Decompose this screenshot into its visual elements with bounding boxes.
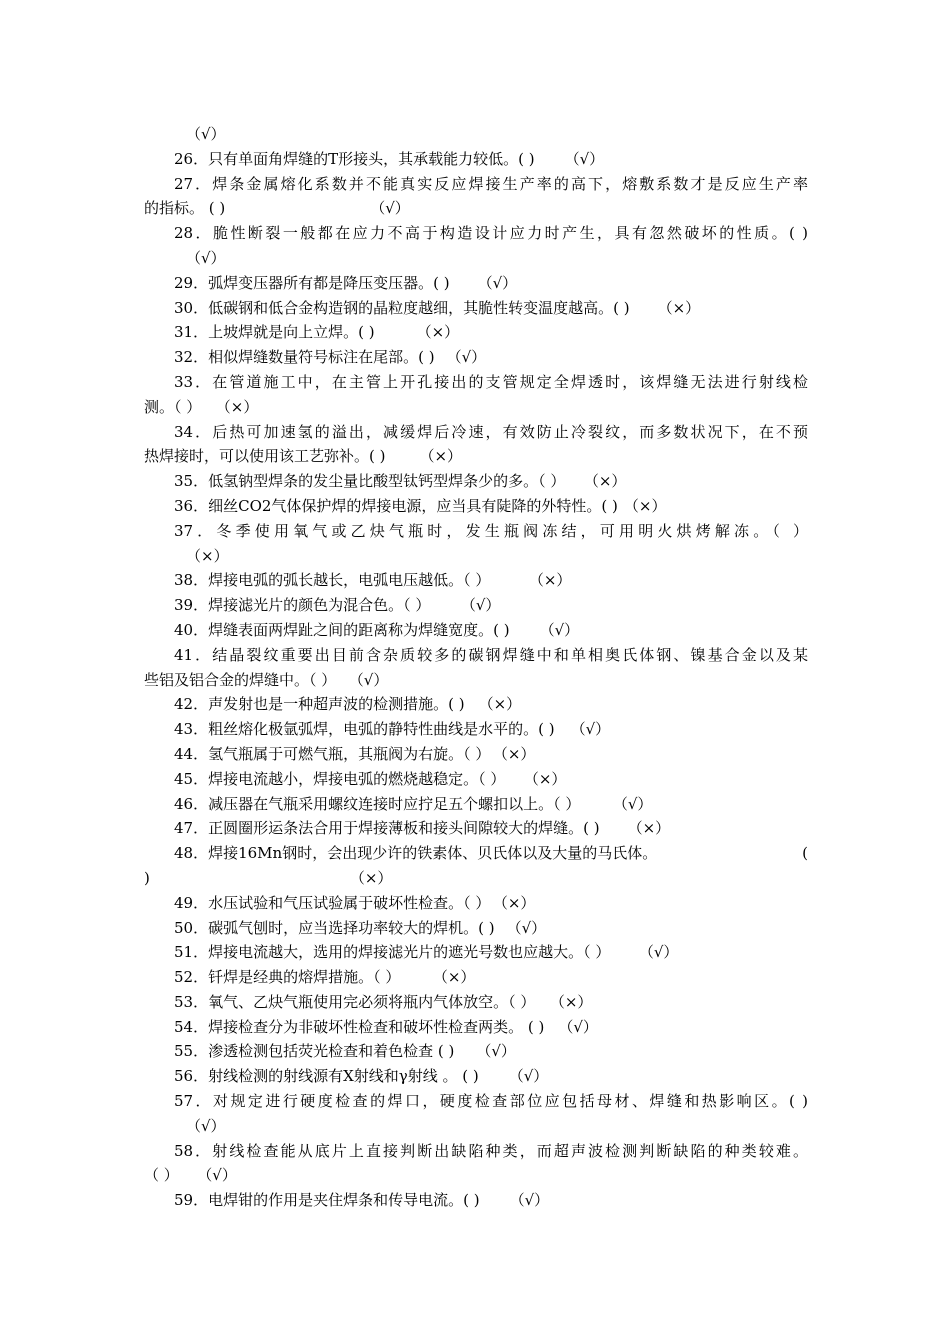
question-text: 54．焊接检查分为非破坏性检查和破坏性检查两类。 ( ) — [174, 1017, 545, 1036]
question-46 — [144, 792, 808, 817]
question-text: 38．焊接电弧的弧长越长，电弧电压越低。（ ） — [174, 571, 491, 590]
question-text: 44．氢气瓶属于可燃气瓶，其瓶阀为右旋。（ ） — [174, 744, 491, 763]
answer-mark: （√） — [356, 670, 389, 689]
answer-mark: （√） — [558, 1017, 598, 1036]
question-text: 39．焊接滤光片的颜色为混合色。（ ） — [174, 596, 431, 615]
answer-mark: （×） — [478, 695, 522, 714]
question-text: 49．水压试验和气压试验属于破坏性检查。（ ） — [174, 893, 491, 912]
question-text: 28．脆性断裂一般都在应力不高于构造设计应力时产生，具有忽然破坏的性质。( ) — [174, 224, 808, 243]
question-text: 50．碳弧气刨时，应当选择功率较大的焊机。( ) — [174, 918, 495, 937]
question-51 — [144, 940, 808, 965]
answer-mark: （×） — [500, 744, 536, 763]
question-30 — [144, 296, 808, 321]
question-37 — [144, 519, 808, 544]
answer-mark: （×） — [657, 298, 701, 317]
question-27 — [144, 172, 808, 197]
question-37-answer — [144, 544, 808, 569]
question-text: 46．减压器在气瓶采用螺纹连接时应拧足五个螺扣以上。（ ） — [174, 794, 581, 813]
lead-answer — [144, 122, 808, 147]
question-34 — [144, 420, 808, 445]
question-text: 32．相似焊缝数量符号标注在尾部。( ) — [174, 348, 435, 367]
question-58 — [144, 1139, 808, 1164]
question-text: 27．焊条金属熔化系数并不能真实反应焊接生产率的高下，熔敷系数才是反应生产率 — [174, 174, 808, 193]
question-40 — [144, 618, 808, 643]
question-53 — [144, 990, 808, 1015]
answer-mark: （×） — [419, 447, 463, 466]
question-28 — [144, 221, 808, 246]
question-text: 51．焊接电流越大，选用的焊接滤光片的遮光号数也应越大。（ ） — [174, 943, 611, 962]
answer-mark: （√） — [446, 348, 487, 367]
question-text: 40．焊缝表面两焊趾之间的距离称为焊缝宽度。( ) — [174, 620, 510, 639]
question-41 — [144, 643, 808, 668]
answer-mark: （√） — [508, 1067, 549, 1086]
question-49 — [144, 891, 808, 916]
question-paren: ( — [802, 844, 808, 863]
answer-mark: （×） — [536, 571, 572, 590]
answer-mark: （×） — [627, 819, 671, 838]
question-text: 33．在管道施工中，在主管上开孔接出的支管规定全焊透时，该焊缝无法进行射线检 — [174, 372, 808, 391]
answer-mark: （×） — [186, 546, 229, 565]
question-45 — [144, 767, 808, 792]
question-55 — [144, 1039, 808, 1064]
answer-mark: （×） — [500, 893, 536, 912]
answer-mark: （×） — [349, 868, 393, 887]
question-31 — [144, 320, 808, 345]
document-page — [144, 122, 808, 1213]
question-text: 热焊接时，可以使用该工艺弥补。( ) — [144, 447, 386, 466]
question-text: 58．射线检查能从底片上直接判断出缺陷种类，而超声波检测判断缺陷的种类较难。 — [174, 1141, 808, 1160]
question-text: 47．正圆圈形运条法合用于焊接薄板和接头间隙较大的焊缝。( ) — [174, 819, 600, 838]
question-text: 31．上坡焊就是向上立焊。( ) — [174, 323, 375, 342]
question-text: 29．弧焊变压器所有都是降压变压器。( ) — [174, 273, 450, 292]
question-41-cont — [144, 668, 808, 693]
answer-mark: （×） — [416, 323, 460, 342]
answer-mark: （√） — [564, 149, 605, 168]
question-text: 45．焊接电流越小，焊接电弧的燃烧越稳定。（ ） — [174, 769, 506, 788]
question-32 — [144, 345, 808, 370]
question-48 — [144, 841, 808, 866]
question-text: 57．对规定进行硬度检查的焊口，硬度检查部位应包括母材、焊缝和热影响区。( ) — [174, 1092, 808, 1111]
question-text: 42．声发射也是一种超声波的检测措施。( ) — [174, 695, 465, 714]
question-text: 56．射线检测的射线源有X射线和γ射线 。 ( ) — [174, 1067, 479, 1086]
question-29 — [144, 271, 808, 296]
question-38 — [144, 568, 808, 593]
question-47 — [144, 816, 808, 841]
answer-mark: （√） — [570, 720, 611, 739]
answer-mark: （√） — [476, 1042, 516, 1061]
question-text: 59．电焊钳的作用是夹住焊条和传导电流。( ) — [174, 1191, 480, 1210]
question-text: 30．低碳钢和低合金构造钢的晶粒度越细，其脆性转变温度越高。( ) — [174, 298, 630, 317]
question-34-cont — [144, 444, 808, 469]
question-57 — [144, 1089, 808, 1114]
question-56 — [144, 1064, 808, 1089]
answer-mark: （√） — [539, 620, 580, 639]
answer-mark: （×） — [623, 496, 667, 515]
answer-mark: （√） — [186, 125, 226, 143]
question-58-cont — [144, 1163, 808, 1188]
question-44 — [144, 742, 808, 767]
answer-mark: （√） — [477, 273, 518, 292]
answer-mark: （×） — [440, 968, 476, 987]
question-text: 26．只有单面角焊缝的T形接头，其承载能力较低。( ) — [174, 149, 535, 168]
question-50 — [144, 916, 808, 941]
answer-mark: （×） — [531, 769, 567, 788]
question-35 — [144, 469, 808, 494]
question-text: （ ） — [144, 1166, 179, 1185]
question-33 — [144, 370, 808, 395]
question-text: 36．细丝CO2气体保护焊的焊接电源，应当具有陡降的外特性。( ) — [174, 496, 618, 515]
question-33-cont — [144, 395, 808, 420]
question-28-answer — [144, 246, 808, 271]
question-text: 41．结晶裂纹重要出目前含杂质较多的碳钢焊缝中和单相奥氏体钢、镍基合金以及某 — [174, 645, 808, 664]
answer-mark: （√） — [468, 596, 501, 615]
answer-mark: （√） — [186, 248, 226, 267]
answer-mark: （√） — [509, 1191, 550, 1210]
question-text: 48．焊接16Mn钢时，会出现少许的铁素体、贝氏体以及大量的马氏体。 — [174, 844, 658, 863]
question-text: 55．渗透检测包括荧光检查和着色检查 ( ) — [174, 1042, 455, 1061]
answer-mark: （√） — [646, 943, 679, 962]
question-text: ) — [144, 868, 150, 887]
question-48-cont — [144, 866, 808, 891]
question-42 — [144, 692, 808, 717]
answer-mark: （√） — [506, 918, 547, 937]
question-26 — [144, 147, 808, 172]
question-39 — [144, 593, 808, 618]
question-59 — [144, 1188, 808, 1213]
question-27-cont — [144, 196, 808, 221]
question-text: 35．低氢钠型焊条的发尘量比酸型钛钙型焊条少的多。（ ） — [174, 472, 566, 491]
question-43 — [144, 717, 808, 742]
question-52 — [144, 965, 808, 990]
answer-mark: （×） — [591, 472, 627, 491]
question-36 — [144, 494, 808, 519]
answer-mark: （√） — [370, 199, 410, 218]
question-text: 52．钎焊是经典的熔焊措施。（ ） — [174, 968, 401, 987]
answer-mark: （×） — [223, 397, 259, 416]
question-text: 些铝及铝合金的焊缝中。（ ） — [144, 670, 337, 689]
question-text: 测。（ ） — [144, 397, 202, 416]
question-text: 53．氧气、乙炔气瓶使用完必须将瓶内气体放空。（ ） — [174, 992, 536, 1011]
answer-mark: （√） — [204, 1166, 237, 1185]
question-text: 37．冬季使用氧气或乙炔气瓶时，发生瓶阀冻结，可用明火烘烤解冻。（ ） — [174, 521, 808, 540]
question-text: 的指标。 ( ) — [144, 199, 226, 218]
answer-mark: （×） — [557, 992, 593, 1011]
question-54 — [144, 1015, 808, 1040]
answer-mark: （√） — [186, 1116, 226, 1135]
question-text: 34．后热可加速氢的溢出，减缓焊后冷速，有效防止冷裂纹，而多数状况下，在不预 — [174, 422, 808, 441]
answer-mark: （√） — [620, 794, 653, 813]
question-57-answer — [144, 1114, 808, 1139]
question-text: 43．粗丝熔化极氩弧焊，电弧的静特性曲线是水平的。( ) — [174, 720, 555, 739]
